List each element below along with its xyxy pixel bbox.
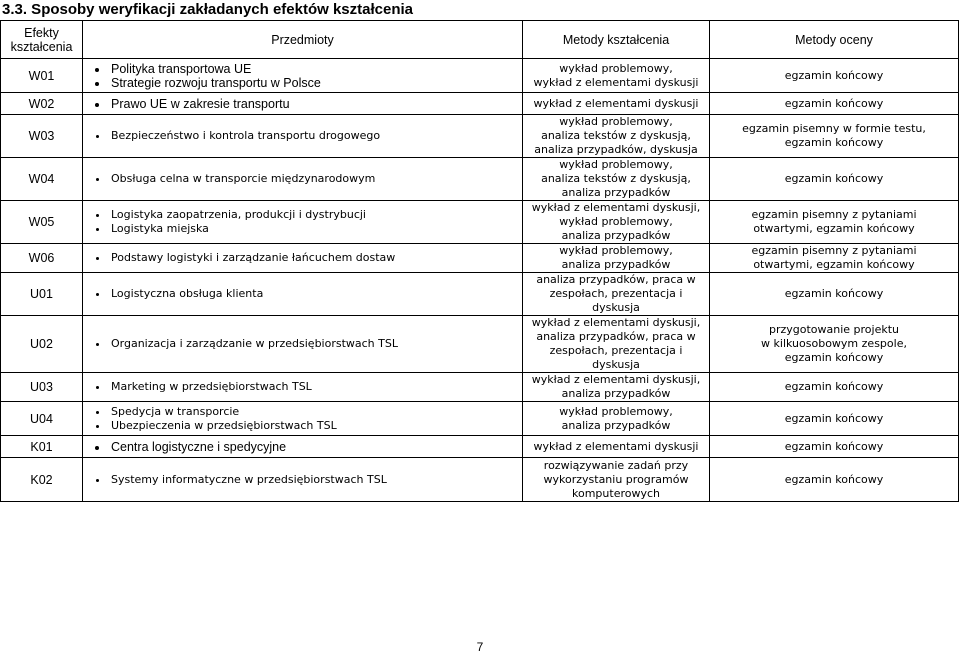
- methods-cell: [523, 316, 710, 373]
- effect-code: U02: [1, 316, 83, 373]
- methods-cell: [523, 59, 710, 93]
- subjects-list: [87, 405, 518, 433]
- effect-code: U04: [1, 402, 83, 436]
- method-line: analiza przypadków: [561, 418, 671, 432]
- method-line: wykład problemowy,: [559, 244, 673, 257]
- effect-code: W03: [1, 115, 83, 158]
- effect-code: U01: [1, 273, 83, 316]
- subject-item: • Marketing w przedsiębiorstwach TSL: [109, 380, 518, 394]
- method-line: wykład problemowy,: [559, 158, 673, 171]
- grading-cell: [710, 402, 959, 436]
- method-line: wykład z elementami dyskusji: [533, 439, 699, 453]
- subject-item: • Logistyka miejska: [109, 222, 518, 236]
- subjects-list: [87, 473, 518, 487]
- subject-item: • Polityka transportowa UE: [109, 62, 518, 76]
- methods-cell: [523, 201, 710, 244]
- subjects-cell: [83, 201, 523, 244]
- table-row: [1, 458, 959, 502]
- methods-cell: [523, 244, 710, 273]
- subjects-list: [87, 380, 518, 394]
- grading-cell: [710, 244, 959, 273]
- verification-table-wrap: [0, 20, 958, 502]
- header-grading: Metody oceny: [710, 21, 959, 59]
- table-row: [1, 436, 959, 458]
- table-row: [1, 402, 959, 436]
- page-number: 7: [476, 640, 484, 654]
- effect-code: W05: [1, 201, 83, 244]
- subjects-list: [87, 172, 518, 186]
- table-header-row: [1, 21, 959, 59]
- method-line: analiza przypadków, dyskusja: [534, 143, 698, 156]
- subject-item: • Centra logistyczne i spedycyjne: [109, 440, 518, 454]
- grading-line: egzamin końcowy: [784, 351, 884, 364]
- subject-item: • Spedycja w transporcie: [109, 405, 518, 419]
- subjects-cell: [83, 373, 523, 402]
- table-row: [1, 316, 959, 373]
- grading-cell: [710, 436, 959, 458]
- table-row: [1, 273, 959, 316]
- methods-cell: [523, 273, 710, 316]
- grading-cell: [710, 458, 959, 502]
- subjects-cell: [83, 402, 523, 436]
- method-line: wykład problemowy,: [559, 215, 673, 228]
- method-line: analiza przypadków: [561, 229, 671, 242]
- methods-cell: [523, 93, 710, 115]
- subject-item: • Podstawy logistyki i zarządzanie łańcuchem dostaw: [109, 251, 518, 265]
- grading-line: egzamin końcowy: [784, 472, 884, 486]
- subject-item: • Strategie rozwoju transportu w Polsce: [109, 76, 518, 90]
- grading-cell: [710, 59, 959, 93]
- grading-line: egzamin końcowy: [784, 411, 884, 425]
- subjects-cell: [83, 115, 523, 158]
- grading-cell: [710, 373, 959, 402]
- table-body: [1, 59, 959, 502]
- subjects-cell: [83, 316, 523, 373]
- method-line: wykład z elementami dyskusji,: [531, 201, 701, 214]
- method-line: zespołach, prezentacja i dyskusja: [549, 287, 683, 314]
- methods-cell: [523, 402, 710, 436]
- subject-item: • Logistyka zaopatrzenia, produkcji i dystrybucji: [109, 208, 518, 222]
- method-line: analiza tekstów z dyskusją,: [541, 129, 691, 142]
- subjects-cell: [83, 158, 523, 201]
- subject-item: • Logistyczna obsługa klienta: [109, 287, 518, 301]
- grading-line: egzamin końcowy: [784, 287, 884, 300]
- subject-item: • Obsługa celna w transporcie międzynarodowym: [109, 172, 518, 186]
- grading-line: egzamin pisemny z pytaniami: [751, 244, 917, 257]
- methods-cell: [523, 373, 710, 402]
- subjects-cell: [83, 59, 523, 93]
- effect-code: W01: [1, 59, 83, 93]
- grading-cell: [710, 158, 959, 201]
- subjects-cell: [83, 273, 523, 316]
- method-line: zespołach, prezentacja i dyskusja: [549, 344, 683, 371]
- verification-table: [0, 20, 959, 502]
- subject-item: • Ubezpieczenia w przedsiębiorstwach TSL: [109, 419, 518, 433]
- effect-code: K01: [1, 436, 83, 458]
- method-line: wykład z elementami dyskusji: [533, 96, 699, 110]
- grading-line: przygotowanie projektu: [768, 323, 900, 336]
- method-line: wykład z elementami dyskusji,: [531, 316, 701, 329]
- subject-item: • Systemy informatyczne w przedsiębiorstwach TSL: [109, 473, 518, 487]
- grading-line: egzamin końcowy: [784, 380, 884, 393]
- methods-cell: [523, 115, 710, 158]
- method-line: analiza tekstów z dyskusją,: [541, 172, 691, 185]
- subjects-list: [87, 440, 518, 454]
- grading-cell: [710, 273, 959, 316]
- grading-cell: [710, 115, 959, 158]
- grading-cell: [710, 316, 959, 373]
- method-line: wykład z elementami dyskusji: [533, 75, 699, 89]
- effect-code: W02: [1, 93, 83, 115]
- subjects-cell: [83, 93, 523, 115]
- table-row: [1, 93, 959, 115]
- method-line: wykład problemowy,: [559, 115, 673, 128]
- method-line: wykład problemowy,: [559, 404, 673, 418]
- subjects-list: [87, 129, 518, 143]
- method-line: rozwiązywanie zadań przy: [543, 458, 689, 472]
- table-row: [1, 244, 959, 273]
- header-methods: Metody kształcenia: [523, 21, 710, 59]
- grading-line: otwartymi, egzamin końcowy: [753, 258, 915, 271]
- grading-line: egzamin końcowy: [784, 136, 884, 149]
- subject-item: • Organizacja i zarządzanie w przedsiębiorstwach TSL: [109, 337, 518, 351]
- methods-cell: [523, 158, 710, 201]
- effect-code: K02: [1, 458, 83, 502]
- effect-code: W06: [1, 244, 83, 273]
- grading-line: egzamin pisemny z pytaniami: [751, 208, 917, 221]
- subjects-list: [87, 208, 518, 236]
- subjects-cell: [83, 244, 523, 273]
- method-line: analiza przypadków: [561, 186, 671, 199]
- method-line: komputerowych: [572, 486, 660, 500]
- methods-cell: [523, 436, 710, 458]
- subject-item: • Prawo UE w zakresie transportu: [109, 97, 518, 111]
- grading-line: egzamin końcowy: [784, 68, 884, 82]
- method-line: analiza przypadków: [561, 258, 671, 271]
- subjects-cell: [83, 458, 523, 502]
- subject-item: • Bezpieczeństwo i kontrola transportu drogowego: [109, 129, 518, 143]
- header-subjects: Przedmioty: [83, 21, 523, 59]
- subjects-list: [87, 251, 518, 265]
- grading-line: egzamin końcowy: [784, 96, 884, 110]
- table-row: [1, 201, 959, 244]
- subjects-list: [87, 62, 518, 90]
- subjects-list: [87, 287, 518, 301]
- method-line: wykład problemowy,: [559, 61, 673, 75]
- method-line: wykład z elementami dyskusji,: [531, 373, 701, 386]
- table-row: [1, 373, 959, 402]
- method-line: analiza przypadków: [561, 387, 671, 400]
- effect-code: W04: [1, 158, 83, 201]
- grading-cell: [710, 201, 959, 244]
- table-row: [1, 158, 959, 201]
- method-line: analiza przypadków, praca w: [536, 273, 696, 286]
- grading-line: otwartymi, egzamin końcowy: [753, 222, 915, 235]
- grading-line: egzamin końcowy: [784, 172, 884, 185]
- table-row: [1, 59, 959, 93]
- method-line: wykorzystaniu programów: [543, 472, 689, 486]
- method-line: analiza przypadków, praca w: [536, 330, 696, 343]
- effect-code: U03: [1, 373, 83, 402]
- methods-cell: [523, 458, 710, 502]
- page-title: 3.3. Sposoby weryfikacji zakładanych efektów kształcenia: [2, 1, 414, 18]
- subjects-cell: [83, 436, 523, 458]
- subjects-list: [87, 337, 518, 351]
- subjects-list: [87, 97, 518, 111]
- grading-line: egzamin pisemny w formie testu,: [742, 122, 926, 135]
- grading-cell: [710, 93, 959, 115]
- grading-line: egzamin końcowy: [784, 439, 884, 453]
- table-row: [1, 115, 959, 158]
- header-effects: Efekty kształcenia: [1, 21, 83, 59]
- grading-line: w kilkuosobowym zespole,: [761, 337, 907, 350]
